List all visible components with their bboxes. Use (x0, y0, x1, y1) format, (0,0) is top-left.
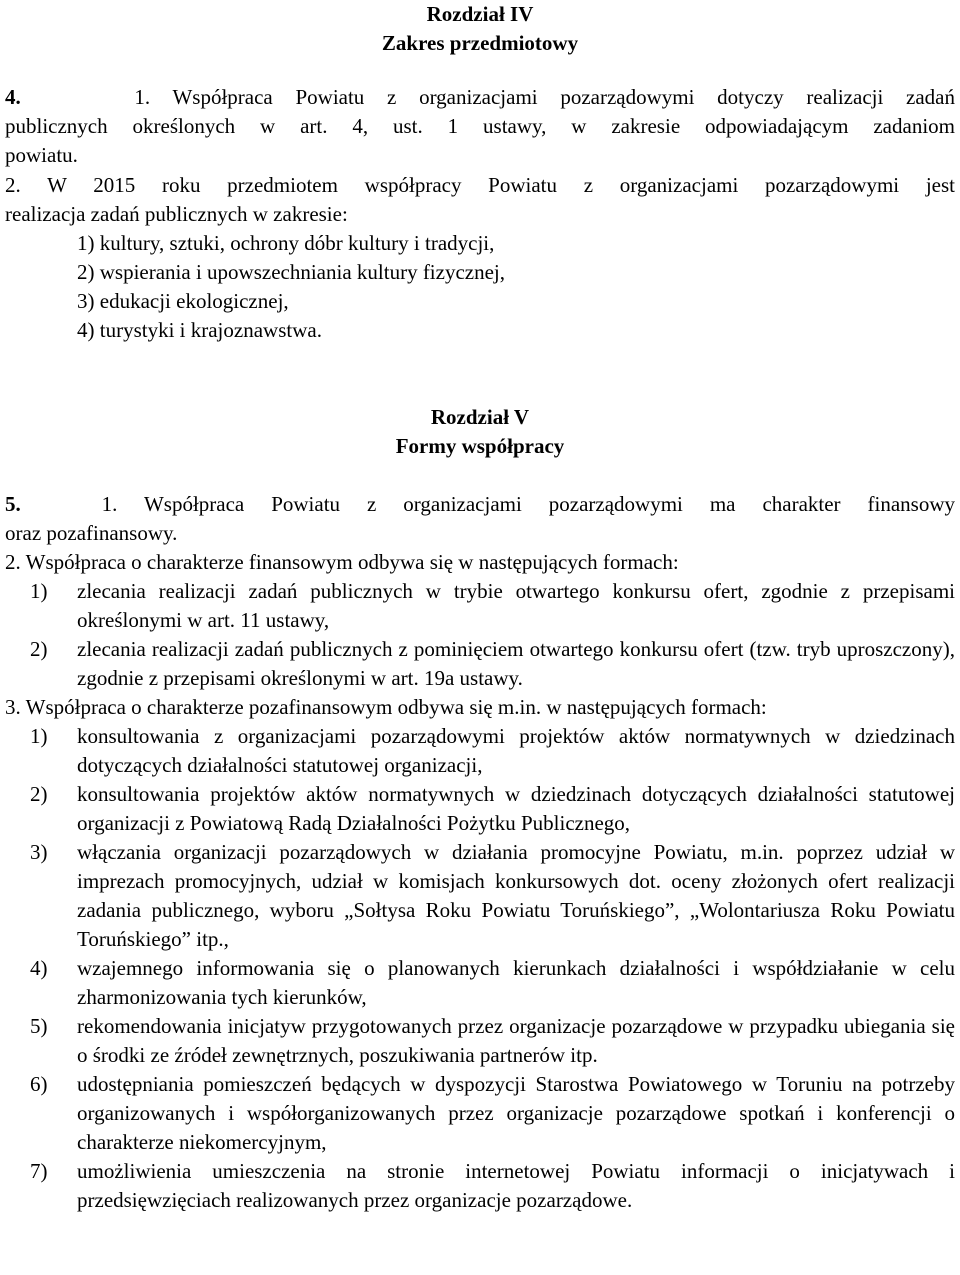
list-item-number: 6) (30, 1072, 48, 1096)
list-item-text: włączania organizacji pozarządowych w działania promocyjne Powiatu, m.in. poprzez udział w imprezach promocyjnych, udział w komisjach konkursowych dot. oceny złożonych ofert realizacji zadania publicznego, wyboru „Sołtysa Roku Powiatu Toruńskiego”, „Wolontariusza Roku Powiatu Toruńskiego” itp., (77, 840, 955, 951)
non-financial-forms-list (5, 722, 955, 1215)
list-item-text: udostępniania pomieszczeń będących w dyspozycji Starostwa Powiatowego w Toruniu na potrzeby organizowanych i współorganizowanych przez organizacje pozarządowe spotkań i konferencji o charakterze niekomercyjnym, (77, 1072, 955, 1154)
list-item (5, 1070, 955, 1157)
section-4-para-1-line-3: powiatu. (5, 143, 78, 167)
section-number-5: 5. (5, 492, 21, 516)
list-item (5, 1157, 955, 1215)
section-5-para-2: 2. Współpraca o charakterze finansowym odbywa się w następujących formach: (5, 550, 679, 574)
financial-forms-list (5, 577, 955, 693)
list-item-text: zlecania realizacji zadań publicznych z pominięciem otwartego konkursu ofert (tzw. tryb uproszczony), zgodnie z przepisami określonymi w art. 19a ustawy. (77, 637, 955, 690)
section-number-4: 4. (5, 85, 21, 109)
section-4-para-1 (5, 83, 955, 170)
list-item-number: 4) (30, 956, 48, 980)
list-item-number: 2) (30, 637, 48, 661)
chapter-5-title: Rozdział V (430, 405, 530, 429)
list-item (5, 838, 955, 954)
list-item-number: 1) (30, 724, 48, 748)
section-4-para-2-line-2: realizacja zadań publicznych w zakresie: (5, 202, 348, 226)
list-item (5, 1012, 955, 1070)
chapter-4 (5, 0, 955, 58)
list-item-number: 1) (30, 579, 48, 603)
list-item-text: konsultowania z organizacjami pozarządowymi projektów aktów normatywnych w dziedzinach dotyczących działalności statutowej organizacji, (77, 724, 955, 777)
section-4-para-2-line-1: 2. W 2015 roku przedmiotem współpracy Powiatu z organizacjami pozarządowymi jest (5, 173, 955, 197)
section-5-para-1-line-1 (5, 490, 955, 519)
section-5-para-1-line-1-text: 1. Współpraca Powiatu z organizacjami pozarządowymi ma charakter finansowy (101, 492, 955, 516)
list-item-number: 3) (30, 840, 48, 864)
section-4-para-2 (5, 171, 955, 345)
list-item: 1) kultury, sztuki, ochrony dóbr kultury i tradycji, (77, 231, 495, 255)
section-5-para-3: 3. Współpraca o charakterze pozafinansowym odbywa się m.in. w następujących formach: (5, 695, 767, 719)
list-item (5, 780, 955, 838)
list-item-number: 2) (30, 782, 48, 806)
chapter-4-title: Rozdział IV (426, 2, 534, 26)
list-item-text: konsultowania projektów aktów normatywnych w dziedzinach dotyczących działalności statutowej organizacji z Powiatową Radą Działalności Pożytku Publicznego, (77, 782, 955, 835)
list-item-text: rekomendowania inicjatyw przygotowanych przez organizacje pozarządowe w przypadku ubiegania się o środki ze źródeł zewnętrznych, poszukiwania partnerów itp. (77, 1014, 955, 1067)
list-item (5, 635, 955, 693)
list-item-number: 5) (30, 1014, 48, 1038)
list-item (5, 577, 955, 635)
chapter-5-subtitle: Formy współpracy (395, 434, 565, 458)
list-item: 3) edukacji ekologicznej, (77, 289, 289, 313)
section-5 (5, 490, 955, 1215)
chapter-5 (5, 403, 955, 461)
list-item-text: wzajemnego informowania się o planowanych kierunkach działalności i współdziałanie w celu zharmonizowania tych kierunków, (77, 956, 955, 1009)
list-item (5, 954, 955, 1012)
list-item-number: 7) (30, 1159, 48, 1183)
list-item: 2) wspierania i upowszechniania kultury fizycznej, (77, 260, 506, 284)
list-item: 4) turystyki i krajoznawstwa. (77, 318, 322, 342)
section-5-para-1-line-2: oraz pozafinansowy. (5, 521, 178, 545)
section-4-para-1-line-2: publicznych określonych w art. 4, ust. 1 ustawy, w zakresie odpowiadającym zadaniom (5, 114, 955, 138)
scope-list (5, 229, 955, 345)
list-item-text: umożliwienia umieszczenia na stronie internetowej Powiatu informacji o inicjatywach i przedsięwzięciach realizowanych przez organizacje pozarządowe. (77, 1159, 955, 1212)
section-4-para-1-line-1-text: 1. Współpraca Powiatu z organizacjami pozarządowymi dotyczy realizacji zadań (134, 85, 956, 109)
chapter-4-subtitle: Zakres przedmiotowy (381, 31, 579, 55)
list-item (5, 722, 955, 780)
section-4-para-1-line-1 (5, 83, 955, 112)
list-item-text: zlecania realizacji zadań publicznych w trybie otwartego konkursu ofert, zgodnie z przepisami określonymi w art. 11 ustawy, (77, 579, 955, 632)
